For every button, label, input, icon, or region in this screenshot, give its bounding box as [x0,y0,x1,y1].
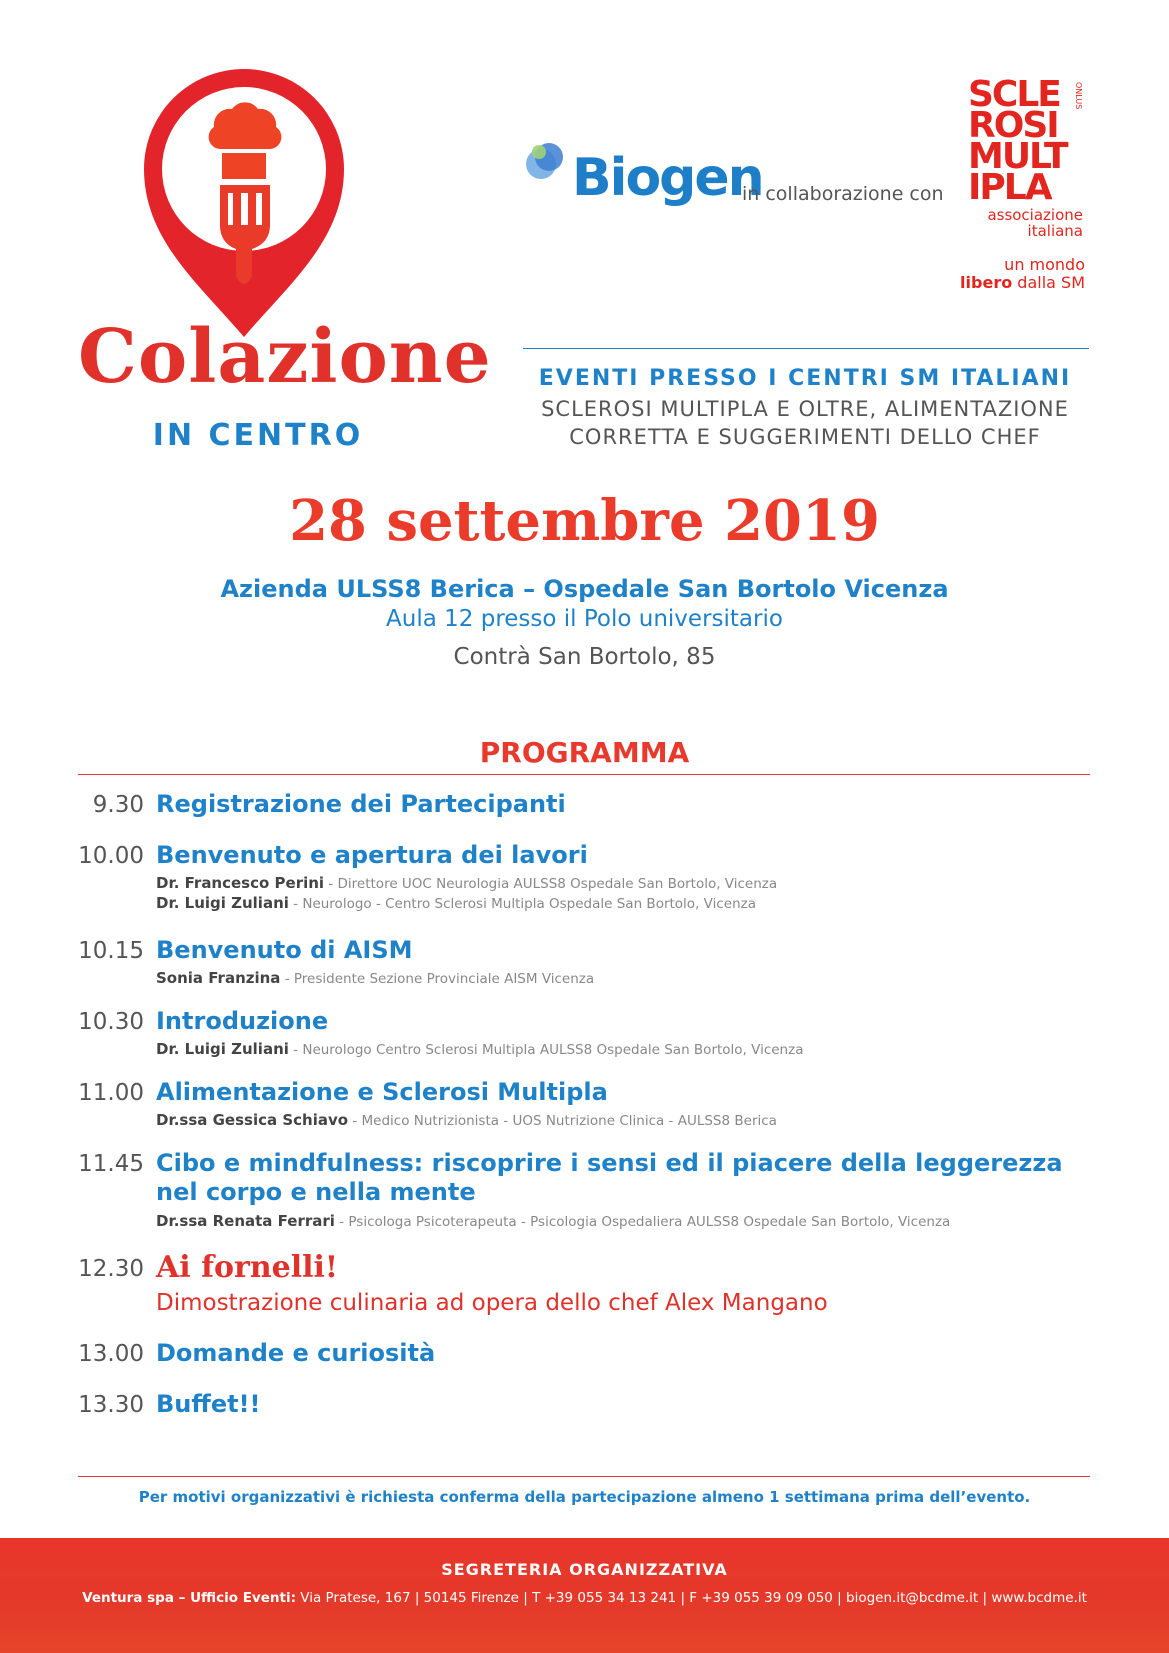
events-title: EVENTI PRESSO I CENTRI SM ITALIANI [538,366,1072,391]
program-item-title: Benvenuto di AISM [156,936,413,964]
aism-association-text: associazione italiana [987,205,1083,240]
event-date: 28 settembre 2019 [289,488,880,554]
collaboration-text: in collaborazione con [742,183,944,205]
venue-name: Azienda ULSS8 Berica – Ospedale San Bortolo Vicenza [220,575,949,603]
logo-subtitle: IN CENTRO [152,418,364,453]
program-time: 12.30 [78,1256,144,1282]
aism-wordmark: SCLE ROSI MULT IPLA [968,74,1067,208]
program-item-title: Introduzione [156,1007,329,1035]
aism-onlus: ONLUS [1074,82,1083,110]
biogen-logo-icon [525,140,569,182]
program-time: 11.45 [78,1151,144,1177]
program-divider [78,774,1090,775]
program-item-title: Alimentazione e Sclerosi Multipla [156,1078,608,1106]
program-time: 13.00 [78,1341,144,1367]
program-item-title: Domande e curiosità [156,1339,436,1367]
program-speaker: Sonia Franzina - Presidente Sezione Provinciale AISM Vicenza [156,969,595,987]
program-time: 10.15 [78,938,144,964]
program-item-title: Registrazione dei Partecipanti [156,790,566,818]
aism-tagline: un mondo libero dalla SM [960,255,1085,292]
note-divider [78,1476,1090,1477]
program-item-title: Cibo e mindfulness: riscoprire i sensi ed il piacere della leggerezza nel corpo e nella mente [156,1149,1063,1207]
venue-room: Aula 12 presso il Polo universitario [386,606,783,632]
registration-note: Per motivi organizzativi è richiesta conferma della partecipazione almeno 1 settimana prima dell’evento. [138,1488,1031,1506]
program-speaker: Dr. Luigi Zuliani - Neurologo Centro Sclerosi Multipla AULSS8 Ospedale San Bortolo, Vicenza [156,1040,804,1058]
events-subtitle: SCLEROSI MULTIPLA E OLTRE, ALIMENTAZIONE CORRETTA E SUGGERIMENTI DELLO CHEF [541,397,1069,449]
aism-logo [968,74,1083,240]
program-item-title: Benvenuto e apertura dei lavori [156,841,588,869]
program-title: PROGRAMMA [479,736,690,769]
program-time: 10.00 [78,843,144,869]
program-item-title: Buffet!! [156,1390,261,1418]
program-speaker: Dr. Luigi Zuliani - Neurologo - Centro Sclerosi Multipla Ospedale San Bortolo, Vicenza [156,894,756,912]
program-time: 11.00 [78,1080,144,1106]
program-item-title: Ai fornelli! [156,1250,339,1285]
footer-contact: Ventura spa – Ufficio Eventi: Via Pratese, 167 | 50145 Firenze | T +39 055 34 13 241 | F +39 055 39 09 050 | biogen.it@bcdme.it | www.bcdme.it [82,1590,1087,1606]
venue-address: Contrà San Bortolo, 85 [453,644,716,670]
program-speaker: Dr.ssa Gessica Schiavo - Medico Nutrizionista - UOS Nutrizione Clinica - AULSS8 Berica [156,1111,777,1129]
logo-wordmark: Colazione [78,314,492,400]
header-divider [523,348,1089,349]
program-speaker: Dr.ssa Renata Ferrari - Psicologa Psicoterapeuta - Psicologia Ospedaliera AULSS8 Ospedale San Bortolo, Vicenza [156,1212,951,1230]
footer-title: SEGRETERIA ORGANIZZATIVA [441,1560,728,1579]
colazione-logo-pin [130,65,358,340]
footer [0,1538,1169,1653]
program-time: 9.30 [92,792,144,818]
biogen-wordmark: Biogen [572,148,763,208]
program-item-description: Dimostrazione culinaria ad opera dello chef Alex Mangano [156,1290,828,1316]
program-time: 10.30 [78,1009,144,1035]
program-speaker: Dr. Francesco Perini - Direttore UOC Neurologia AULSS8 Ospedale San Bortolo, Vicenza [156,874,778,892]
program-time: 13.30 [78,1392,144,1418]
